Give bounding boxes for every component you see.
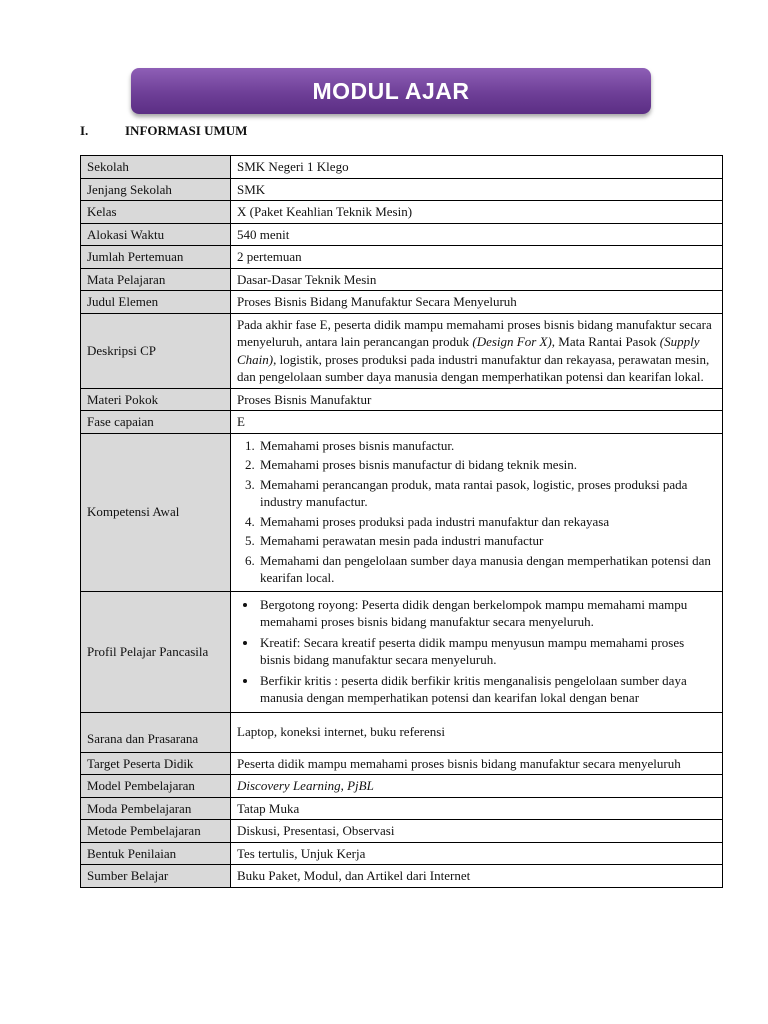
profil-list: [237, 596, 716, 707]
value-sarana: Laptop, koneksi internet, buku referensi: [231, 712, 723, 752]
list-item: 3. Memahami perancangan produk, mata rantai pasok, logistic, proses produksi pada industry manufactur.: [258, 476, 716, 511]
cp-text-1: Pada akhir fase E, peserta didik mampu memahami proses bisnis bidang manufaktur secara menyeluruh, antara lain perancangan produk: [237, 316, 712, 349]
kompetensi-list: [237, 437, 716, 587]
label-elemen: Judul Elemen: [81, 291, 231, 314]
label-metode: Metode Pembelajaran: [81, 820, 231, 843]
label-model: Model Pembelajaran: [81, 775, 231, 798]
label-alokasi: Alokasi Waktu: [81, 223, 231, 246]
label-jenjang: Jenjang Sekolah: [81, 178, 231, 201]
table-row: [81, 291, 723, 314]
value-kelas: X (Paket Keahlian Teknik Mesin): [231, 201, 723, 224]
label-sumber: Sumber Belajar: [81, 865, 231, 888]
table-row: [81, 156, 723, 179]
table-row: [81, 223, 723, 246]
section-heading: [80, 123, 247, 139]
value-target: Peserta didik mampu memahami proses bisnis bidang manufaktur secara menyeluruh: [231, 752, 723, 775]
cp-text-3: , logistik, proses produksi pada industri manufaktur dan rekayasa, perawatan mesin, dan pengelolaan sumber daya manusia dengan memperhatikan potensi dan kearifan lokal.: [237, 351, 710, 384]
table-row: [81, 591, 723, 712]
list-item: • Kreatif: Secara kreatif peserta didik mampu menyusun mampu memahami proses bisnis bidang manufaktur secara menyeluruh.: [258, 634, 716, 669]
table-row: [81, 842, 723, 865]
label-kelas: Kelas: [81, 201, 231, 224]
value-sekolah: SMK Negeri 1 Klego: [231, 156, 723, 179]
label-profil: Profil Pelajar Pancasila: [81, 591, 231, 712]
table-row: [81, 411, 723, 434]
section-title: INFORMASI UMUM: [125, 123, 248, 138]
table-row: [81, 712, 723, 752]
value-penilaian: Tes tertulis, Unjuk Kerja: [231, 842, 723, 865]
label-moda: Moda Pembelajaran: [81, 797, 231, 820]
value-model: [231, 775, 723, 798]
table-row: [81, 433, 723, 591]
table-row: [81, 388, 723, 411]
label-sekolah: Sekolah: [81, 156, 231, 179]
model-value: Discovery Learning, PjBL: [237, 778, 374, 793]
title-banner: [131, 68, 651, 114]
label-penilaian: Bentuk Penilaian: [81, 842, 231, 865]
table-row: [81, 313, 723, 388]
value-jenjang: SMK: [231, 178, 723, 201]
value-pertemuan: 2 pertemuan: [231, 246, 723, 269]
table-row: [81, 752, 723, 775]
value-elemen: Proses Bisnis Bidang Manufaktur Secara Menyeluruh: [231, 291, 723, 314]
table-row: [81, 268, 723, 291]
label-fase: Fase capaian: [81, 411, 231, 434]
label-mapel: Mata Pelajaran: [81, 268, 231, 291]
label-sarana: Sarana dan Prasarana: [81, 712, 231, 752]
label-pertemuan: Jumlah Pertemuan: [81, 246, 231, 269]
list-item: 1. Memahami proses bisnis manufactur.: [258, 437, 716, 455]
label-materi: Materi Pokok: [81, 388, 231, 411]
banner-title: MODUL AJAR: [312, 77, 470, 104]
value-kompetensi: [231, 433, 723, 591]
value-alokasi: 540 menit: [231, 223, 723, 246]
info-table: [80, 155, 723, 888]
table-row: [81, 246, 723, 269]
table-row: [81, 178, 723, 201]
cp-italic-1: (Design For X): [472, 334, 552, 349]
list-item: • Bergotong royong: Peserta didik dengan berkelompok mampu memahami mampu memahami proses bisnis bidang manufaktur secara menyeluruh.: [258, 596, 716, 631]
label-target: Target Peserta Didik: [81, 752, 231, 775]
table-row: [81, 865, 723, 888]
value-cp: [231, 313, 723, 388]
table-row: [81, 775, 723, 798]
value-mapel: Dasar-Dasar Teknik Mesin: [231, 268, 723, 291]
table-row: [81, 820, 723, 843]
table-row: [81, 201, 723, 224]
value-metode: Diskusi, Presentasi, Observasi: [231, 820, 723, 843]
list-item: 4. Memahami proses produksi pada industri manufaktur dan rekayasa: [258, 513, 716, 531]
list-item: 5. Memahami perawatan mesin pada industri manufactur: [258, 532, 716, 550]
value-sumber: Buku Paket, Modul, dan Artikel dari Internet: [231, 865, 723, 888]
value-profil: [231, 591, 723, 712]
label-cp: Deskripsi CP: [81, 313, 231, 388]
value-materi: Proses Bisnis Manufaktur: [231, 388, 723, 411]
list-item: • Berfikir kritis : peserta didik berfikir kritis menganalisis pengelolaan sumber daya manusia dengan memperhatikan potensi dan kearifan lokal dengan benar: [258, 672, 716, 707]
list-item: 6. Memahami dan pengelolaan sumber daya manusia dengan memperhatikan potensi dan kearifan local.: [258, 552, 716, 587]
label-kompetensi: Kompetensi Awal: [81, 433, 231, 591]
cp-italic-2: (Supply Chain): [237, 334, 700, 367]
cp-text-2: , Mata Rantai Pasok: [551, 334, 660, 349]
value-moda: Tatap Muka: [231, 797, 723, 820]
value-fase: E: [231, 411, 723, 434]
table-row: [81, 797, 723, 820]
section-number: I.: [80, 123, 89, 138]
list-item: 2. Memahami proses bisnis manufactur di bidang teknik mesin.: [258, 456, 716, 474]
